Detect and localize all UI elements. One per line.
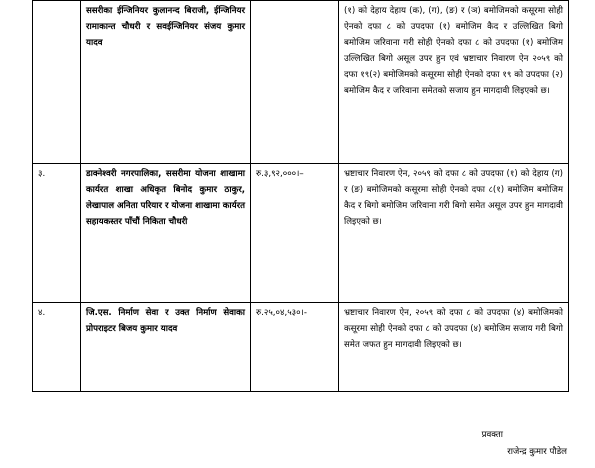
case-table [32,0,569,392]
table-row [33,1,569,164]
claim-description: भ्रष्टाचार निवारण ऐन, २०५९ को दफा ८ को उपदफा (१) को देहाय (ग) र (ङ) बमोजिमको कसूरमा सोही ऐनको दफा ८(१) बमोजिम बमोजिम कैद र बिगो बमोजिम जरिवाना गरी बिगो समेत असूल उपर हुन मागदावी लिइएको छ। [339,164,569,303]
defendant-names: जि.एस. निर्माण सेवा र उक्त निर्माण सेवाका प्रोपराइटर बिजय कुमार यादव [81,303,251,392]
claim-description: (१) को देहाय देहाय (क), (ग), (ङ) र (ञ) बमोजिमको कसूरमा सोही ऐनको दफा ८ को उपदफा (१) बमोजिम कैद र उल्लिखित बिगो बमोजिम जरिवाना गरी सोही ऐनको दफा ८ को उपदफा (१) बमोजिम उल्लिखित बिगो असूल उपर हुन एवं भ्रष्टाचार निवारण ऐन २०५९ को दफा १९(२) बमोजिमको कसूरमा सोही ऐनको दफा १९ को उपदफा (२) बमोजिम कैद र जरिवाना समेतको सजाय हुन मागदावी लिइएको छ। [339,1,569,164]
defendant-names: ससरीका ईन्जिनियर कुलानन्द बिराजी, ईन्जिनियर रामाकान्त चौधरी र सवईन्जिनियर संजय कुमार यादव [81,1,251,164]
table-row [33,303,569,392]
serial-number [33,1,81,164]
claim-description: भ्रष्टाचार निवारण ऐन, २०५९ को दफा ८ को उपदफा (४) बमोजिमको कसूरमा सोही ऐनको दफा ८ को उपदफा (४) बमोजिम सजाय गरी बिगो समेत जफत हुन मागदावी लिइएको छ। [339,303,569,392]
serial-number: ४. [33,303,81,392]
signature-title: प्रवक्ता [481,430,503,440]
table-row [33,164,569,303]
defendant-names: डाक्नेश्वरी नगरपालिका, ससरीमा योजना शाखामा कार्यरत शाखा अधिकृत बिनोद कुमार ठाकुर, लेखापाल अनिता परियार र योजना शाखामा कार्यरत सहायकस्तर पाँचौं निकिता चौधरी [81,164,251,303]
signature-name: राजेन्द्र कुमार पौडेल [507,447,567,457]
claim-amount [251,1,339,164]
claim-amount: रु.३,९२,०००।– [251,164,339,303]
serial-number: ३. [33,164,81,303]
claim-amount: रु.२५,०४,५३०।- [251,303,339,392]
